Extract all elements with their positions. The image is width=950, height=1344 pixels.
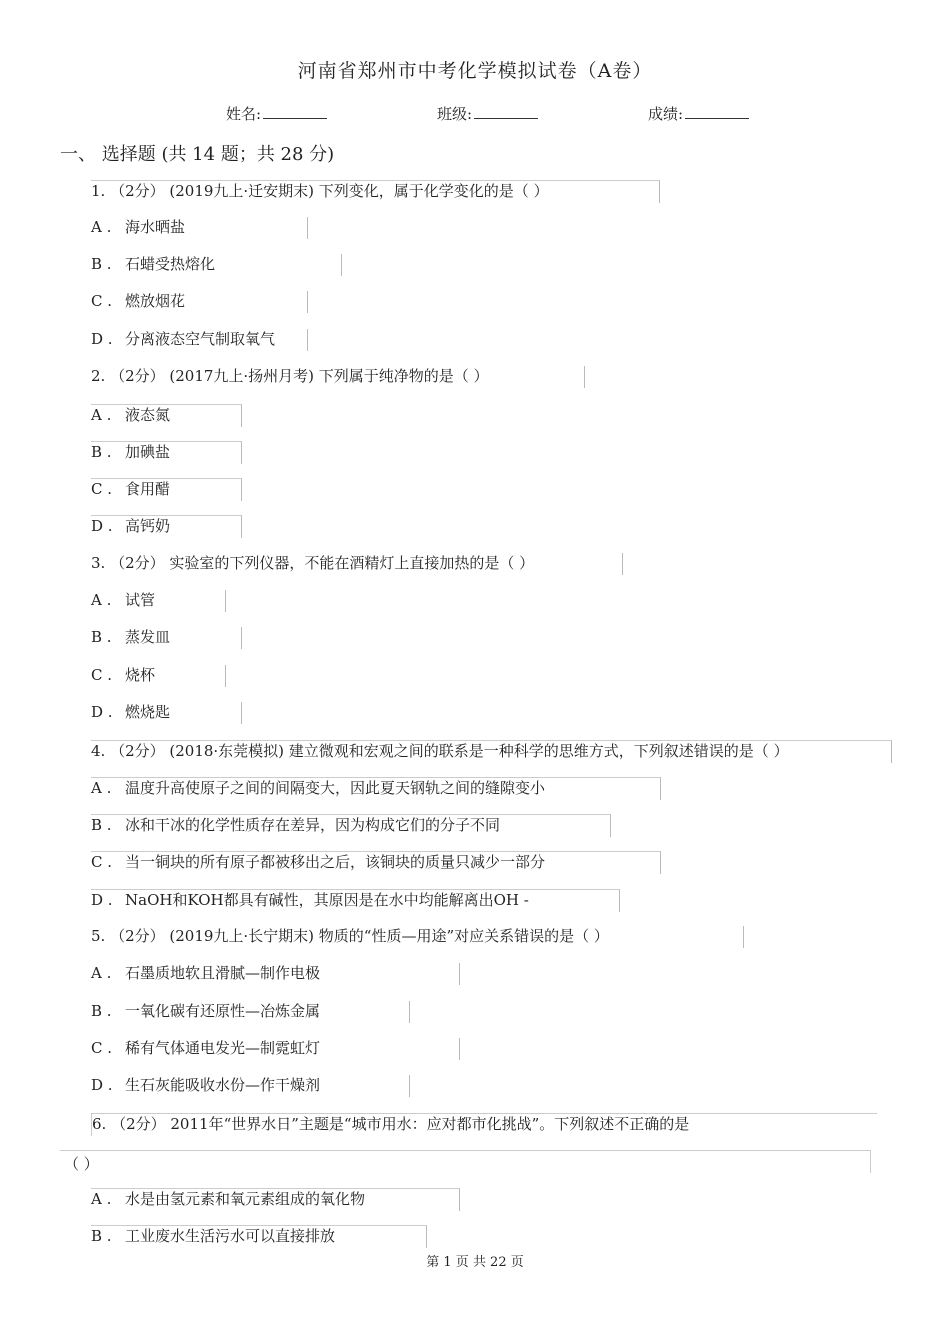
name-label: 姓名:: [226, 105, 262, 123]
question-1-option-c[interactable]: [91, 291, 308, 313]
option-letter: C .: [91, 480, 113, 498]
option-letter: A .: [91, 779, 112, 797]
option-letter: C .: [91, 853, 113, 871]
question-4-option-a[interactable]: [91, 777, 661, 800]
option-letter: A .: [91, 218, 112, 236]
option-text: 液态氮: [125, 406, 171, 424]
score-field: [648, 103, 749, 124]
option-text: 燃烧匙: [125, 703, 171, 721]
question-4-option-d[interactable]: [91, 889, 620, 912]
question-3-option-a[interactable]: [91, 590, 226, 612]
question-6-stem-continuation: [60, 1150, 871, 1173]
option-text: 海水晒盐: [125, 218, 186, 236]
option-text: 生石灰能吸收水份—作干燥剂: [125, 1076, 321, 1094]
option-text: 食用醋: [125, 480, 171, 498]
option-letter: A .: [91, 964, 112, 982]
option-letter: B .: [91, 816, 112, 834]
option-letter: B .: [91, 443, 112, 461]
question-5-option-a[interactable]: [91, 963, 460, 985]
option-text: 石蜡受热熔化: [125, 255, 216, 273]
option-text: 温度升高使原子之间的间隔变大，因此夏天钢轨之间的缝隙变小: [125, 779, 546, 797]
question-5-option-c[interactable]: [91, 1038, 460, 1060]
question-3-option-c[interactable]: [91, 665, 226, 687]
option-letter: C .: [91, 666, 113, 684]
question-1-option-b[interactable]: [91, 254, 342, 276]
question-6-option-b[interactable]: [91, 1225, 427, 1248]
option-text: 蒸发皿: [125, 628, 171, 646]
option-letter: D .: [91, 517, 113, 535]
option-letter: B .: [91, 628, 112, 646]
name-blank[interactable]: [263, 104, 327, 119]
option-letter: A .: [91, 591, 112, 609]
option-text: 试管: [125, 591, 156, 609]
score-label: 成绩:: [648, 105, 684, 123]
option-text: 燃放烟花: [125, 292, 186, 310]
question-6-stem: 6. （2分） 2011年“世界水日”主题是“城市用水：应对都市化挑战”。下列叙述不正确的是: [91, 1113, 877, 1136]
question-3-stem: 3. （2分） 实验室的下列仪器，不能在酒精灯上直接加热的是（ ）: [91, 553, 623, 575]
question-5-stem: 5. （2分） (2019九上·长宁期末) 物质的“性质—用途”对应关系错误的是（ ）: [91, 926, 744, 948]
page-title: 河南省郑州市中考化学模拟试卷（A卷）: [297, 60, 653, 82]
option-letter: C .: [91, 1039, 113, 1057]
question-4-option-b[interactable]: [91, 814, 611, 837]
option-text: 水是由氢元素和氧元素组成的氧化物: [125, 1190, 366, 1208]
option-text: 冰和干冰的化学性质存在差异，因为构成它们的分子不同: [125, 816, 501, 834]
name-field: [226, 103, 327, 124]
option-text: 高钙奶: [125, 517, 171, 535]
question-5-option-d[interactable]: [91, 1075, 410, 1097]
question-2-option-d[interactable]: [91, 515, 242, 538]
class-blank[interactable]: [474, 104, 538, 119]
question-4-stem: 4. （2分） (2018·东莞模拟) 建立微观和宏观之间的联系是一种科学的思维方式，下列叙述错误的是（ ）: [91, 740, 892, 763]
question-4-option-c[interactable]: [91, 851, 661, 874]
option-letter: B .: [91, 1002, 112, 1020]
option-text: NaOH和KOH都具有碱性，其原因是在水中均能解离出OH -: [125, 891, 529, 909]
score-blank[interactable]: [685, 104, 749, 119]
option-text: 工业废水生活污水可以直接排放: [125, 1227, 336, 1245]
section-heading: 一、 选择题 (共 14 题；共 28 分): [60, 144, 335, 165]
page-footer: 第 1 页 共 22 页: [426, 1255, 524, 1270]
option-text: 稀有气体通电发光—制霓虹灯: [125, 1039, 321, 1057]
option-text: 当一铜块的所有原子都被移出之后，该铜块的质量只减少一部分: [125, 853, 546, 871]
question-1-option-a[interactable]: [91, 217, 308, 239]
option-text: 石墨质地软且滑腻—制作电极: [125, 964, 321, 982]
option-text: 分离液态空气制取氧气: [125, 330, 276, 348]
question-1-stem: 1. （2分） (2019九上·迁安期末) 下列变化，属于化学变化的是（ ）: [91, 180, 660, 203]
question-3-option-d[interactable]: [91, 702, 242, 724]
option-letter: A .: [91, 406, 112, 424]
class-field: [437, 103, 538, 124]
option-text: 一氧化碳有还原性—冶炼金属: [125, 1002, 321, 1020]
class-label: 班级:: [437, 105, 473, 123]
option-letter: D .: [91, 330, 113, 348]
option-letter: D .: [91, 1076, 113, 1094]
question-2-option-c[interactable]: [91, 478, 242, 501]
option-letter: B .: [91, 255, 112, 273]
question-2-option-b[interactable]: [91, 441, 242, 464]
option-text: 烧杯: [125, 666, 156, 684]
question-6-option-a[interactable]: [91, 1188, 460, 1211]
question-5-option-b[interactable]: [91, 1001, 410, 1023]
option-letter: B .: [91, 1227, 112, 1245]
option-letter: D .: [91, 891, 113, 909]
question-2-stem: 2. （2分） (2017九上·扬州月考) 下列属于纯净物的是（ ）: [91, 366, 585, 388]
question-6-answer-bracket: （ ）: [64, 1155, 99, 1173]
option-letter: C .: [91, 292, 113, 310]
option-text: 加碘盐: [125, 443, 171, 461]
question-1-option-d[interactable]: [91, 329, 308, 351]
option-letter: A .: [91, 1190, 112, 1208]
question-3-option-b[interactable]: [91, 627, 242, 649]
question-2-option-a[interactable]: [91, 404, 242, 427]
option-letter: D .: [91, 703, 113, 721]
